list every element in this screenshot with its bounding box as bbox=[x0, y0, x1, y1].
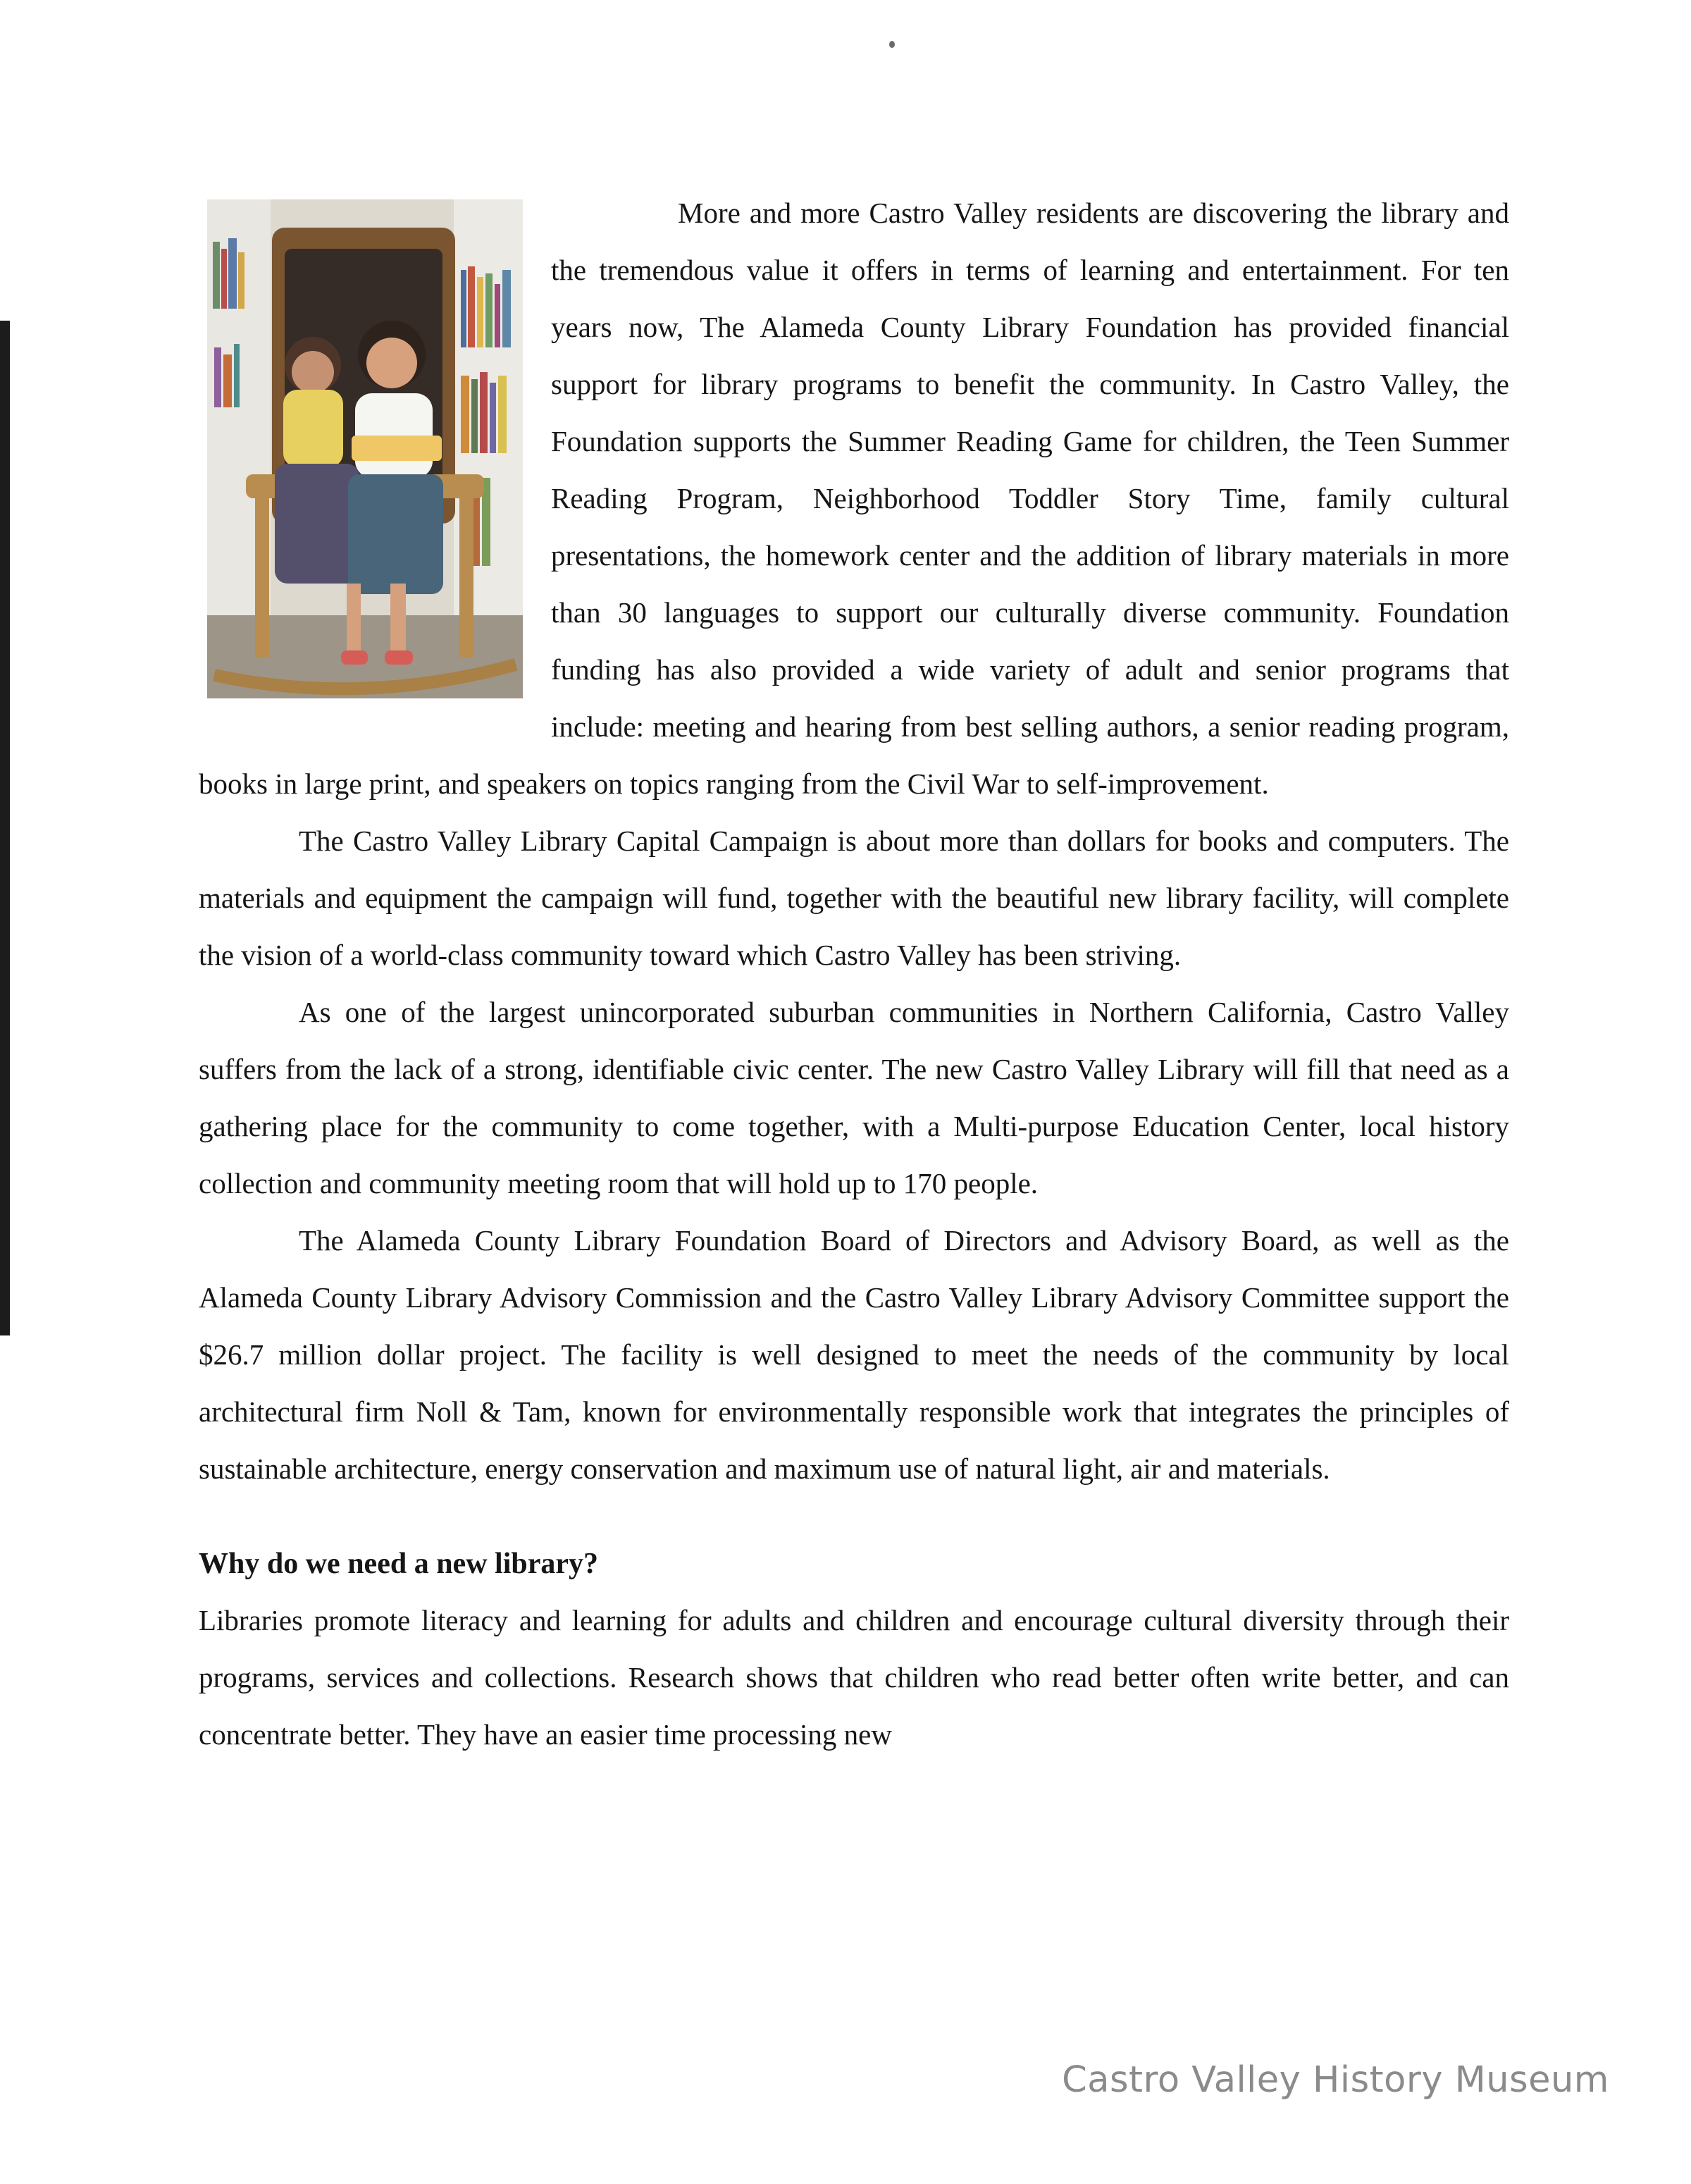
paragraph-1: More and more Castro Valley residents are discovering the library and the tremendous value it offers in terms of learning and entertainment. For ten years now, The Alameda County Library Foundation has provided financial support for library programs to benefit the community. In Castro Valley, the Foundation supports the Summer Reading Game for children, the Teen Summer Reading Program, Neighborhood Toddler Story Time, family cultural presentations, the homework center and the addition of library materials in more than 30 languages to support our culturally diverse community. Foundation funding has also provided a wide variety of adult and senior programs that include: meeting and hearing from best selling authors, a senior reading program, books in large print, and speakers on topics ranging from the Civil War to self-improvement. bbox=[199, 197, 1509, 800]
scan-edge-shadow bbox=[0, 321, 10, 1335]
paragraph-2: The Castro Valley Library Capital Campaign is about more than dollars for books and computers. The materials and equipment the campaign will fund, together with the beautiful new library facility, will complete the vision of a world-class community toward which Castro Valley has been striving. bbox=[199, 825, 1509, 971]
photo-float-space bbox=[199, 185, 551, 712]
section-heading: Why do we need a new library? bbox=[199, 1548, 598, 1580]
scan-dust-mark bbox=[889, 41, 895, 48]
paragraph-5: Libraries promote literacy and learning for adults and children and encourage cultural diversity through their programs, services and collections. Research shows that children who read better often write better, and can concentrate better. They have an easier time processing new bbox=[199, 1604, 1509, 1751]
museum-watermark: Castro Valley History Museum bbox=[1062, 2059, 1609, 2101]
intro-text-block bbox=[199, 185, 1509, 1763]
paragraph-4: The Alameda County Library Foundation Board of Directors and Advisory Board, as well as the Alameda County Library Advisory Commission and the Castro Valley Library Advisory Committee support the $26.7 million dollar project. The facility is well designed to meet the needs of the community by local architectural firm Noll & Tam, known for environmentally responsible work that integrates the principles of sustainable architecture, energy conservation and maximum use of natural light, air and materials. bbox=[199, 1224, 1509, 1485]
paragraph-3: As one of the largest unincorporated suburban communities in Northern California, Castro Valley suffers from the lack of a strong, identifiable civic center. The new Castro Valley Library will fill that need as a gathering place for the community to come together, with a Multi-purpose Education Center, local history collection and community meeting room that will hold up to 170 people. bbox=[199, 996, 1509, 1199]
